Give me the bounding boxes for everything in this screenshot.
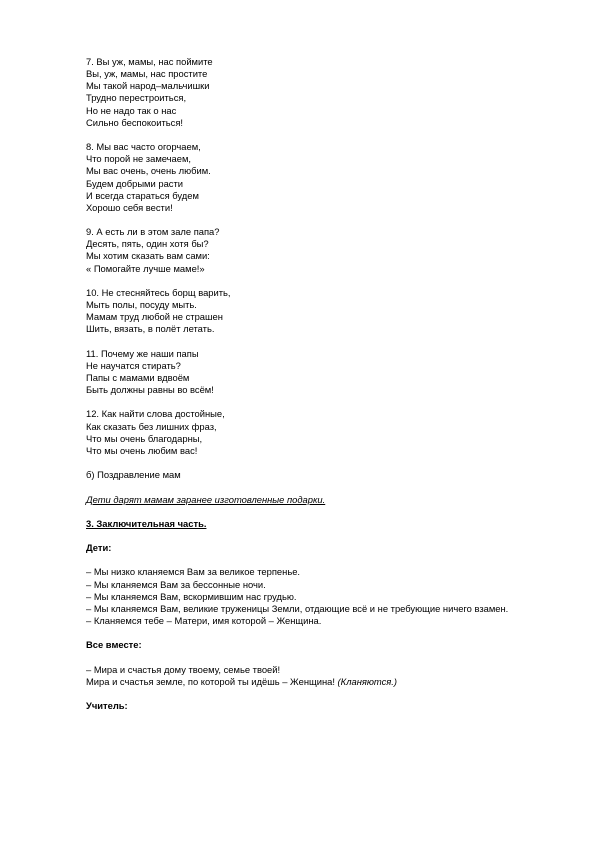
together-line-2: Мира и счастья земле, по которой ты идёшь – Женщина! (Кланяются.) [86, 675, 398, 687]
poem-line: Мы хотим сказать вам сами: [86, 250, 210, 262]
poem-line: Вы, уж, мамы, нас простите [86, 68, 208, 80]
part3-heading: 3. Заключительная часть. [86, 517, 207, 529]
poem-line: 8. Мы вас часто огорчаем, [86, 141, 201, 153]
children-line: – Мы низко кланяемся Вам за великое терпенье. [86, 566, 301, 578]
children-speech [86, 566, 546, 627]
poem-stanza [86, 408, 546, 457]
poem-line: Шить, вязать, в полёт летать. [86, 323, 215, 335]
poem-stanzas [86, 56, 546, 457]
poem-line: « Помогайте лучше маме!» [86, 262, 205, 274]
poem-stanza [86, 348, 546, 397]
poem-stanza [86, 287, 546, 336]
gift-note: Дети дарят мамам заранее изготовленные подарки. [86, 493, 326, 505]
poem-line: Как сказать без лишних фраз, [86, 420, 217, 432]
poem-line: И всегда стараться будем [86, 189, 199, 201]
children-line: – Кланяемся тебе – Матери, имя которой – Женщина. [86, 615, 322, 627]
section-b-heading: б) Поздравление мам [86, 469, 181, 481]
poem-line: 10. Не стесняйтесь борщ варить, [86, 286, 231, 298]
together-speech [86, 664, 546, 688]
poem-line: 12. Как найти слова достойные, [86, 408, 225, 420]
poem-line: 9. А есть ли в этом зале папа? [86, 226, 220, 238]
poem-line: Хорошо себя вести! [86, 201, 173, 213]
poem-line: Сильно беспокоиться! [86, 116, 184, 128]
poem-stanza [86, 141, 546, 214]
together-line-1: – Мира и счастья дому твоему, семье твоей! [86, 663, 281, 675]
together-label: Все вместе: [86, 639, 142, 651]
children-line: – Мы кланяемся Вам, великие труженицы Земли, отдающие всё и не требующие ничего взамен. [86, 602, 509, 614]
poem-line: Что порой не замечаем, [86, 153, 192, 165]
poem-line: Что мы очень благодарны, [86, 432, 203, 444]
teacher-label: Учитель: [86, 700, 128, 712]
children-line: – Мы кланяемся Вам, вскормившим нас грудью. [86, 590, 297, 602]
children-label: Дети: [86, 542, 112, 554]
poem-line: 7. Вы уж, мамы, нас поймите [86, 56, 213, 67]
poem-line: Мыть полы, посуду мыть. [86, 299, 197, 311]
poem-line: Но не надо так о нас [86, 104, 177, 116]
poem-line: Мамам труд любой не страшен [86, 311, 223, 323]
poem-line: Мы вас очень, очень любим. [86, 165, 211, 177]
poem-line: Папы с мамами вдвоём [86, 372, 190, 383]
document-content [86, 56, 546, 724]
children-line: – Мы кланяемся Вам за бессонные ночи. [86, 578, 266, 590]
poem-line: 11. Почему же наши папы [86, 347, 199, 359]
poem-line: Что мы очень любим вас! [86, 444, 198, 456]
poem-stanza [86, 56, 546, 129]
poem-line: Быть должны равны во всём! [86, 384, 214, 396]
poem-stanza [86, 226, 546, 275]
poem-line: Мы такой народ–мальчишки [86, 80, 210, 92]
poem-line: Десять, пять, один хотя бы? [86, 238, 209, 250]
poem-line: Не научатся стирать? [86, 359, 181, 371]
poem-line: Будем добрыми расти [86, 177, 183, 189]
stage-direction: (Кланяются.) [337, 675, 398, 687]
poem-line: Трудно перестроиться, [86, 92, 187, 104]
